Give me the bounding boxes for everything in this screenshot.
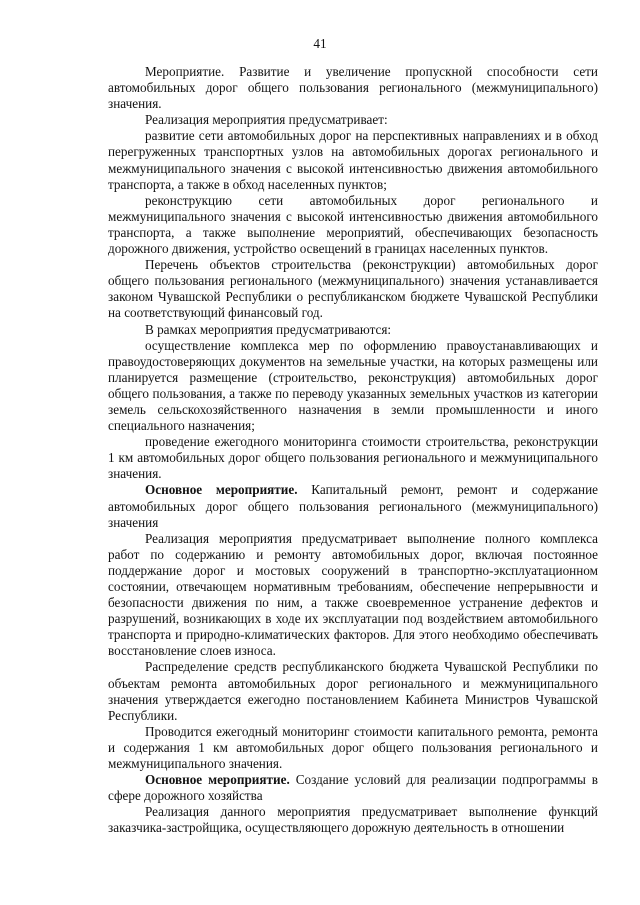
page-number: 41 <box>313 36 327 51</box>
paragraph: Распределение средств республиканского бюджета Чувашской Республики по объектам ремонта автомобильных дорог регионального и межмуниципального значения утверждается ежегодно постановлением Кабинета Министров Чувашской Республики. <box>108 659 598 723</box>
paragraph: осуществление комплекса мер по оформлению правоустанавливающих и правоудостоверяющих документов на земельные участки, на которых размещены или планируется размещение (строительство, реконструкция) автомобильных дорог общего пользования, а также по переводу указанных земельных участков из категории земель сельскохозяйственного назначения в земли промышленности и иного специального назначения; <box>108 337 598 434</box>
section-heading-paragraph <box>108 482 598 530</box>
paragraph: Мероприятие. Развитие и увеличение пропускной способности сети автомобильных дорог общего пользования регионального (межмуниципального) значения. <box>108 64 598 112</box>
section-heading-bold: Основное мероприятие. <box>145 482 298 498</box>
section-heading-paragraph <box>108 772 598 804</box>
paragraph: Проводится ежегодный мониторинг стоимости капитального ремонта, ремонта и содержания 1 км автомобильных дорог общего пользования регионального и межмуниципального значения. <box>108 723 598 772</box>
section-heading-text: Создание условий для реализации подпрограммы в сфере дорожного хозяйства <box>108 772 598 804</box>
paragraph: Реализация мероприятия предусматривает: <box>145 112 388 128</box>
section-heading-text: Капитальный ремонт, ремонт и содержание автомобильных дорог общего пользования регионального (межмуниципального) значения <box>108 482 599 530</box>
body-text <box>108 64 598 837</box>
paragraph: реконструкцию сети автомобильных дорог регионального и межмуниципального значения с высокой интенсивностью движения автомобильного транспорта, а также выполнение мероприятий, обеспечивающих безопасность дорожного движения, устройство освещений в границах населенных пунктов. <box>108 192 598 257</box>
paragraph: Реализация мероприятия предусматривает выполнение полного комплекса работ по содержанию и ремонту автомобильных дорог, включая постоянное поддержание дорог и мостовых сооружений в транспортно-эксплуатационном состоянии, отвечающем нормативным требованиям, обеспечение непрерывности и безопасности движения по ним, а также своевременное устранение дефектов и разрушений, возникающих в ходе их эксплуатации под воздействием автомобильного транспорта и природно-климатических факторов. Для этого необходимо обеспечивать восстановление слоев износа. <box>108 530 598 659</box>
paragraph: Реализация данного мероприятия предусматривает выполнение функций заказчика-застройщика, осуществляющего дорожную деятельность в отношении <box>108 804 598 836</box>
paragraph: В рамках мероприятия предусматриваются: <box>145 321 392 337</box>
paragraph: проведение ежегодного мониторинга стоимости строительства, реконструкции 1 км автомобильных дорог общего пользования регионального и межмуниципального значения. <box>108 434 598 482</box>
paragraph: развитие сети автомобильных дорог на перспективных направлениях и в обход перегруженных транспортных узлов на автомобильных дорогах регионального и межмуниципального значения с высокой интенсивностью движения автомобильного транспорта, а также в обход населенных пунктов; <box>108 128 598 192</box>
paragraph: Перечень объектов строительства (реконструкции) автомобильных дорог общего пользования регионального (межмуниципального) значения устанавливается законом Чувашской Республики о республиканском бюджете Чувашской Республики на соответствующий финансовый год. <box>108 257 598 321</box>
section-heading-bold: Основное мероприятие. <box>145 772 290 788</box>
